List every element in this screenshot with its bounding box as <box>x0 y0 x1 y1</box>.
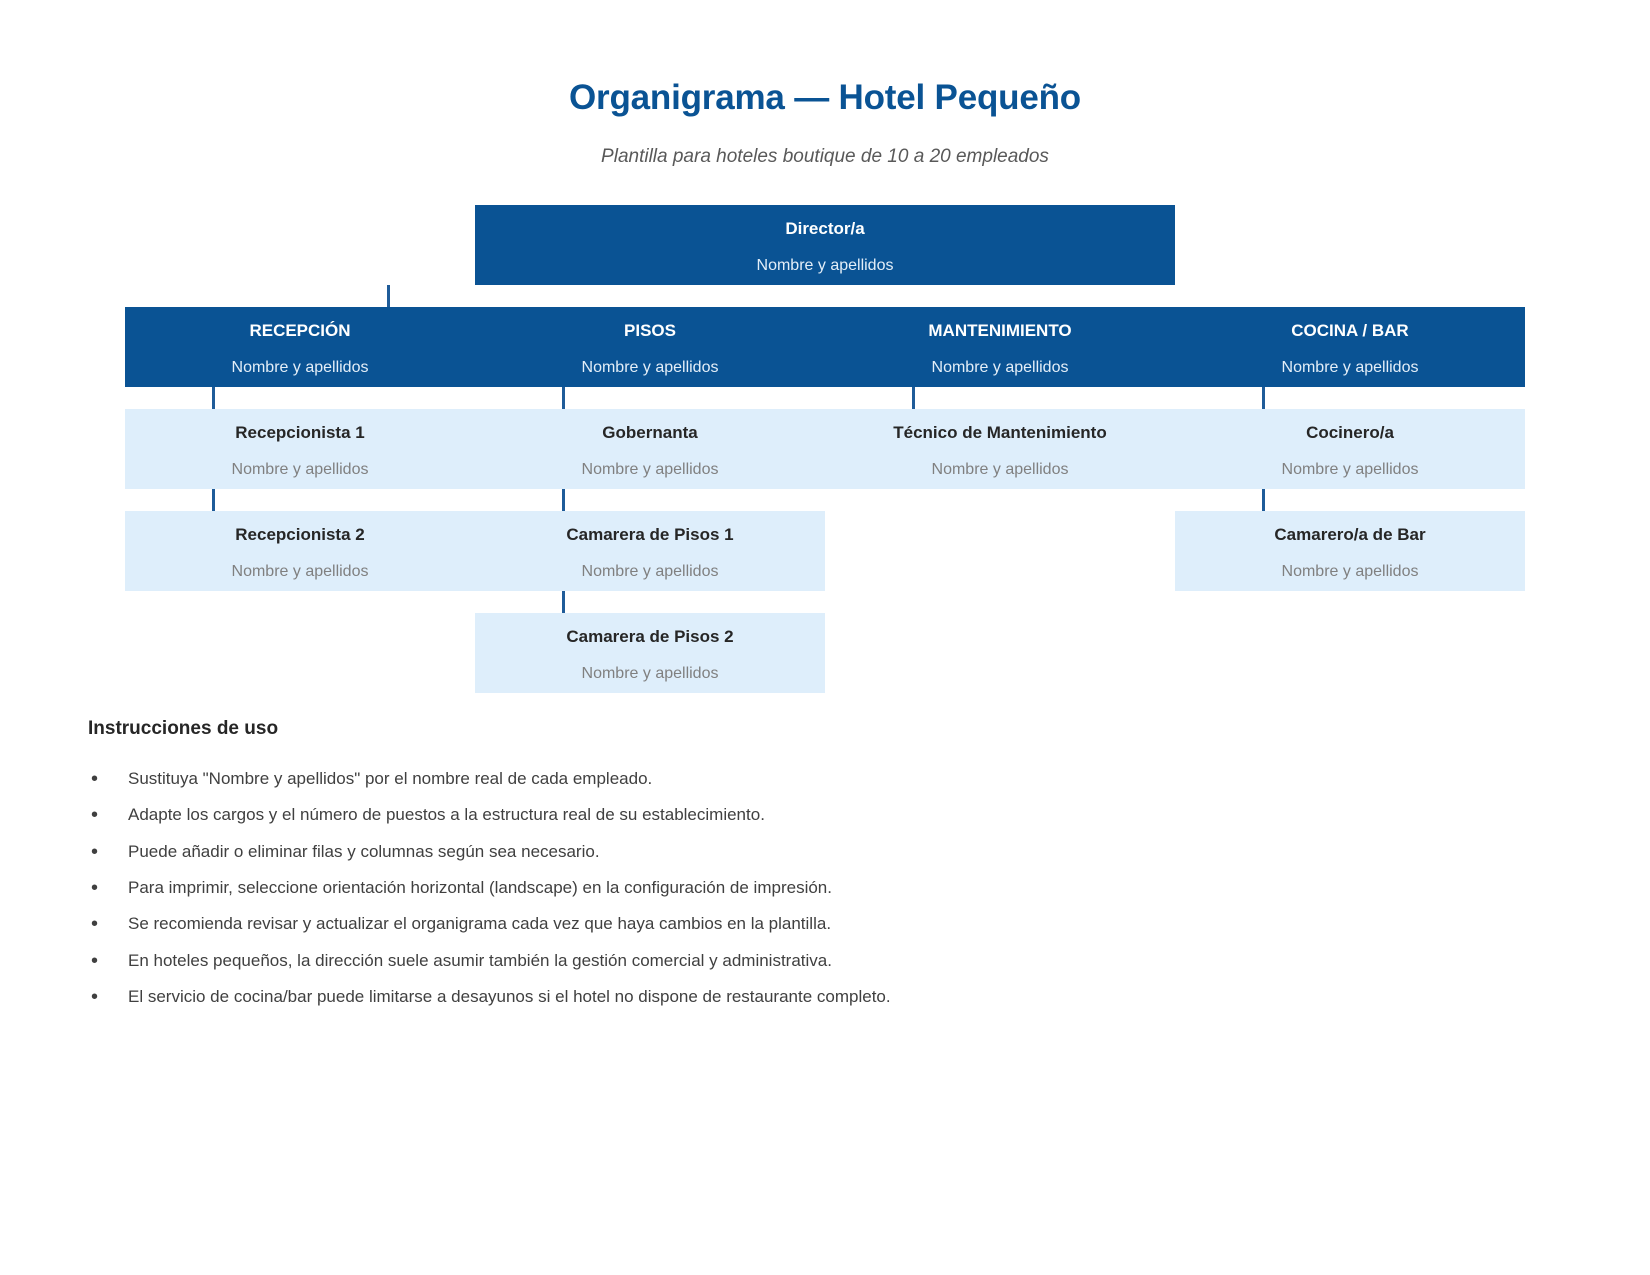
list-item <box>88 911 1388 937</box>
bullet-icon: • <box>91 913 99 936</box>
connector-mantenimiento-to-tecnico <box>912 387 915 409</box>
list-item <box>88 875 1388 901</box>
list-item-text: Adapte los cargos y el número de puestos a la estructura real de su establecimiento. <box>128 805 765 825</box>
org-node-camarera-pisos-2[interactable] <box>475 613 825 693</box>
org-node-name: Nombre y apellidos <box>931 358 1069 376</box>
list-item <box>88 802 1388 828</box>
org-node-title: Director/a <box>785 219 865 239</box>
bullet-icon: • <box>91 840 99 863</box>
org-node-title: RECEPCIÓN <box>249 321 351 341</box>
org-node-title: Cocinero/a <box>1306 423 1394 443</box>
org-node-name: Nombre y apellidos <box>231 358 369 376</box>
org-node-name: Nombre y apellidos <box>231 460 369 478</box>
org-node-title: MANTENIMIENTO <box>928 321 1072 341</box>
list-item-text: Se recomienda revisar y actualizar el organigrama cada vez que haya cambios en la plantilla. <box>128 914 832 934</box>
instructions-list <box>88 766 1388 1010</box>
org-node-name: Nombre y apellidos <box>581 358 719 376</box>
org-node-gobernanta[interactable] <box>475 409 825 489</box>
connector-pisos-to-gobernanta <box>562 387 565 409</box>
page-subtitle: Plantilla para hoteles boutique de 10 a 20 empleados <box>601 146 1049 168</box>
connector-camarera-1-to-camarera-2 <box>562 591 565 613</box>
org-node-title: Recepcionista 2 <box>235 525 365 545</box>
bullet-icon: • <box>91 804 99 827</box>
org-node-cocinero[interactable] <box>1175 409 1525 489</box>
org-node-title: Camarera de Pisos 2 <box>566 627 734 647</box>
org-node-camarera-pisos-1[interactable] <box>475 511 825 591</box>
org-node-camarero-bar[interactable] <box>1175 511 1525 591</box>
connector-cocina-to-cocinero <box>1262 387 1265 409</box>
org-node-recepcionista-1[interactable] <box>125 409 475 489</box>
org-node-director[interactable] <box>475 205 1175 285</box>
org-node-tecnico-mantenimiento[interactable] <box>825 409 1175 489</box>
org-node-name: Nombre y apellidos <box>231 562 369 580</box>
org-node-title: Recepcionista 1 <box>235 423 365 443</box>
org-node-title: PISOS <box>624 321 676 341</box>
connector-director-to-departments <box>387 285 390 307</box>
org-node-title: Gobernanta <box>602 423 698 443</box>
org-node-name: Nombre y apellidos <box>581 562 719 580</box>
list-item-text: El servicio de cocina/bar puede limitarse a desayunos si el hotel no dispone de restaurante completo. <box>128 987 891 1007</box>
list-item <box>88 984 1388 1010</box>
org-node-title: Camarera de Pisos 1 <box>566 525 734 545</box>
list-item-text: Para imprimir, seleccione orientación horizontal (landscape) en la configuración de impresión. <box>128 878 832 898</box>
connector-gobernanta-to-camarera-1 <box>562 489 565 511</box>
connector-cocinero-to-camarero-bar <box>1262 489 1265 511</box>
org-node-name: Nombre y apellidos <box>1281 562 1419 580</box>
org-node-recepcion[interactable] <box>125 307 475 387</box>
org-node-name: Nombre y apellidos <box>1281 460 1419 478</box>
list-item <box>88 839 1388 865</box>
bullet-icon: • <box>91 877 99 900</box>
list-item <box>88 766 1388 792</box>
org-node-cocina-bar[interactable] <box>1175 307 1525 387</box>
org-node-name: Nombre y apellidos <box>1281 358 1419 376</box>
list-item-text: Sustituya "Nombre y apellidos" por el nombre real de cada empleado. <box>128 769 653 788</box>
org-node-title: Camarero/a de Bar <box>1274 525 1426 545</box>
instructions-section <box>88 718 1388 1020</box>
org-node-title: COCINA / BAR <box>1291 321 1409 341</box>
list-item-text: Puede añadir o eliminar filas y columnas según sea necesario. <box>128 841 600 861</box>
list-item-text: En hoteles pequeños, la dirección suele asumir también la gestión comercial y administrativa. <box>128 950 832 970</box>
bullet-icon: • <box>91 949 99 972</box>
org-node-mantenimiento[interactable] <box>825 307 1175 387</box>
list-item <box>88 948 1388 974</box>
page-title: Organigrama — Hotel Pequeño <box>569 78 1081 117</box>
connector-recepcionista-1-to-recepcionista-2 <box>212 489 215 511</box>
org-node-name: Nombre y apellidos <box>581 460 719 478</box>
org-node-name: Nombre y apellidos <box>581 664 719 682</box>
org-node-name: Nombre y apellidos <box>756 256 894 274</box>
bullet-icon: • <box>91 986 99 1009</box>
org-node-recepcionista-2[interactable] <box>125 511 475 591</box>
org-node-title: Técnico de Mantenimiento <box>893 423 1107 443</box>
org-node-pisos[interactable] <box>475 307 825 387</box>
bullet-icon: • <box>91 768 99 790</box>
instructions-heading: Instrucciones de uso <box>88 718 279 739</box>
connector-recepcion-to-recepcionista-1 <box>212 387 215 409</box>
org-node-name: Nombre y apellidos <box>931 460 1069 478</box>
org-chart <box>125 205 1525 682</box>
